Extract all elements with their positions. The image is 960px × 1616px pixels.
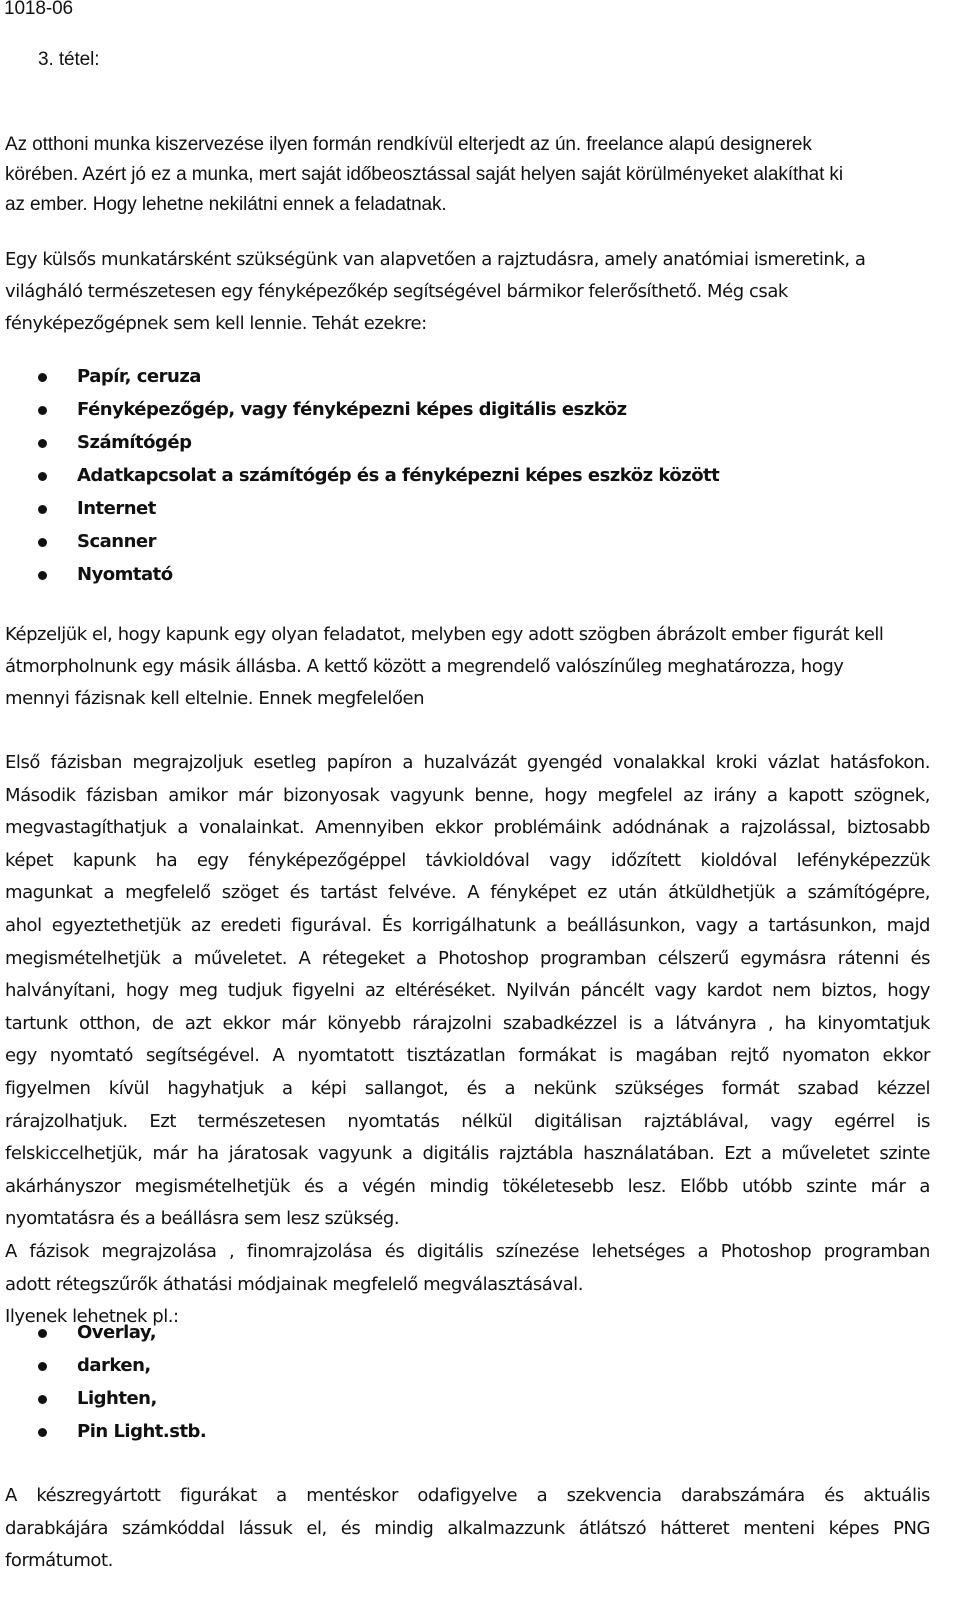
list-item: Lighten,: [0, 1382, 206, 1415]
list-item: Nyomtató: [0, 558, 719, 591]
para4-line: A fázisok megrajzolása , finomrajzolása és digitális színezése lehetséges a Photoshop programban: [5, 1240, 930, 1262]
list-item: darken,: [0, 1349, 206, 1382]
para2-line-1: Egy külsős munkatársként szükségünk van alapvetően a rajztudásra, amely anatómiai ismeretink, a: [5, 249, 866, 270]
para2-line-2: világháló természetesen egy fényképezőkép segítségével bármikor felerősíthető. Még csak: [5, 281, 788, 302]
bullet-icon: [38, 1395, 47, 1404]
para3-line-3: mennyi fázisnak kell eltelnie. Ennek megfelelően: [5, 688, 425, 709]
bullet-icon: [38, 406, 47, 415]
bullet-icon: [38, 505, 47, 514]
bullet-icon: [38, 1362, 47, 1371]
list-item: Pin Light.stb.: [0, 1415, 206, 1448]
para4-line: nyomtatásra és a beállásra sem lesz szükség.: [5, 1208, 400, 1230]
intro-line-1: Az otthoni munka kiszervezése ilyen formán rendkívül elterjedt az ún. freelance alapú designerek: [5, 134, 812, 155]
para4-line: Első fázisban megrajzoljuk esetleg papíron a huzalvázát gyengéd vonalakkal kroki vázlat hatásfokon.: [5, 752, 930, 773]
bullet-icon: [38, 1428, 47, 1437]
para4-line: figyelmen kívül hagyhatjuk a képi sallangot, és a nekünk szükséges formát szabad kézzel: [5, 1077, 930, 1099]
para4-line: halványítani, hogy meg tudjuk figyelni az eltéréséket. Nyilván páncélt vagy kardot nem biztos, hogy: [5, 980, 930, 1002]
item-heading: 3. tétel:: [38, 49, 100, 70]
para4-line: képet kapunk ha egy fényképezőgéppel távkioldóval vagy időzített kioldóval lefényképezzük: [5, 849, 930, 871]
bullet-icon: [38, 439, 47, 448]
para3-line-1: Képzeljük el, hogy kapunk egy olyan feladatot, melyben egy adott szögben ábrázolt ember figurát kell: [5, 624, 884, 645]
para4-line: magunkat a megfelelő szöget és tartást felvéve. A fényképet ez után átküldhetjük a számítógépre,: [5, 882, 930, 904]
list-item: Adatkapcsolat a számítógép és a fényképezni képes eszköz között: [0, 459, 719, 492]
para4-line: megismételhetjük a műveletet. A rétegeket a Photoshop programban célszerű egymásra rátenni és: [5, 947, 930, 969]
list-item: Scanner: [0, 525, 719, 558]
bullet-icon: [38, 571, 47, 580]
list-item: Számítógép: [0, 426, 719, 459]
para4-line: rárajzolhatjuk. Ezt természetesen nyomtatás nélkül digitálisan rajztáblával, vagy egérrel is: [5, 1110, 930, 1132]
para5-line: A készregyártott figurákat a mentéskor odafigyelve a szekvencia darabszámára és aktuális: [5, 1485, 930, 1506]
list-item: Overlay,: [0, 1316, 206, 1349]
para4-line: Ilyenek lehetnek pl.:: [5, 1306, 179, 1328]
bullet-icon: [38, 373, 47, 382]
list-item: Fényképezőgép, vagy fényképezni képes digitális eszköz: [0, 393, 719, 426]
intro-line-2: körében. Azért jó ez a munka, mert saját időbeosztással saját helyen saját körülményeket alakíthat ki: [5, 164, 843, 185]
intro-line-3: az ember. Hogy lehetne nekilátni ennek a feladatnak.: [5, 194, 447, 215]
para4-line: Második fázisban amikor már bizonyosak vagyunk benne, hogy megfelel az irány a kapott szögnek,: [5, 784, 930, 806]
bullet-icon: [38, 1329, 47, 1338]
para5-line: formátumot.: [5, 1550, 113, 1572]
para4-line: akárhányszor megismételhetjük és a végén mindig tökéletesebb lesz. Előbb utóbb szinte már a: [5, 1175, 930, 1197]
para4-line: felskiccelhetjük, már ha járatosak vagyunk a digitális rajztábla használatában. Ezt a műveletet szinte: [5, 1143, 930, 1165]
bullet-icon: [38, 538, 47, 547]
para5-line: darabkájára számkóddal lássuk el, és mindig alkalmazzunk átlátszó hátteret menteni képes PNG: [5, 1517, 930, 1539]
para4-line: adott rétegszűrők áthatási módjainak megfelelő megválasztásával.: [5, 1273, 583, 1295]
blend-modes-list: [0, 1316, 206, 1448]
bullet-icon: [38, 472, 47, 481]
equipment-list: [0, 360, 719, 591]
para4-line: megvastagíthatjuk a vonalainkat. Amennyiben ekkor problémáink adódnának a rajzolással, biztosabb: [5, 817, 930, 839]
para5: [5, 1480, 930, 1578]
para3-line-2: átmorpholnunk egy másik állásba. A kettő között a megrendelő valószínűleg meghatározza, hogy: [5, 656, 844, 677]
para4-line: egy nyomtató segítségével. A nyomtatott tisztázatlan formákat is magában rejtő nyomaton ekkor: [5, 1045, 930, 1067]
document-code: 1018-06: [4, 0, 74, 19]
list-item: Papír, ceruza: [0, 360, 719, 393]
para2-line-3: fényképezőgépnek sem kell lennie. Tehát ezekre:: [5, 313, 427, 334]
para4: [5, 747, 930, 1334]
para4-line: ahol egyeztethetjük az eredeti figurával. És korrigálhatunk a beállásunkon, vagy a tartásunkon, majd: [5, 914, 930, 936]
list-item: Internet: [0, 492, 719, 525]
para4-line: tartunk otthon, de azt ekkor már könyebb rárajzolni szabadkézzel is a látványra , ha kinyomtatjuk: [5, 1012, 930, 1034]
